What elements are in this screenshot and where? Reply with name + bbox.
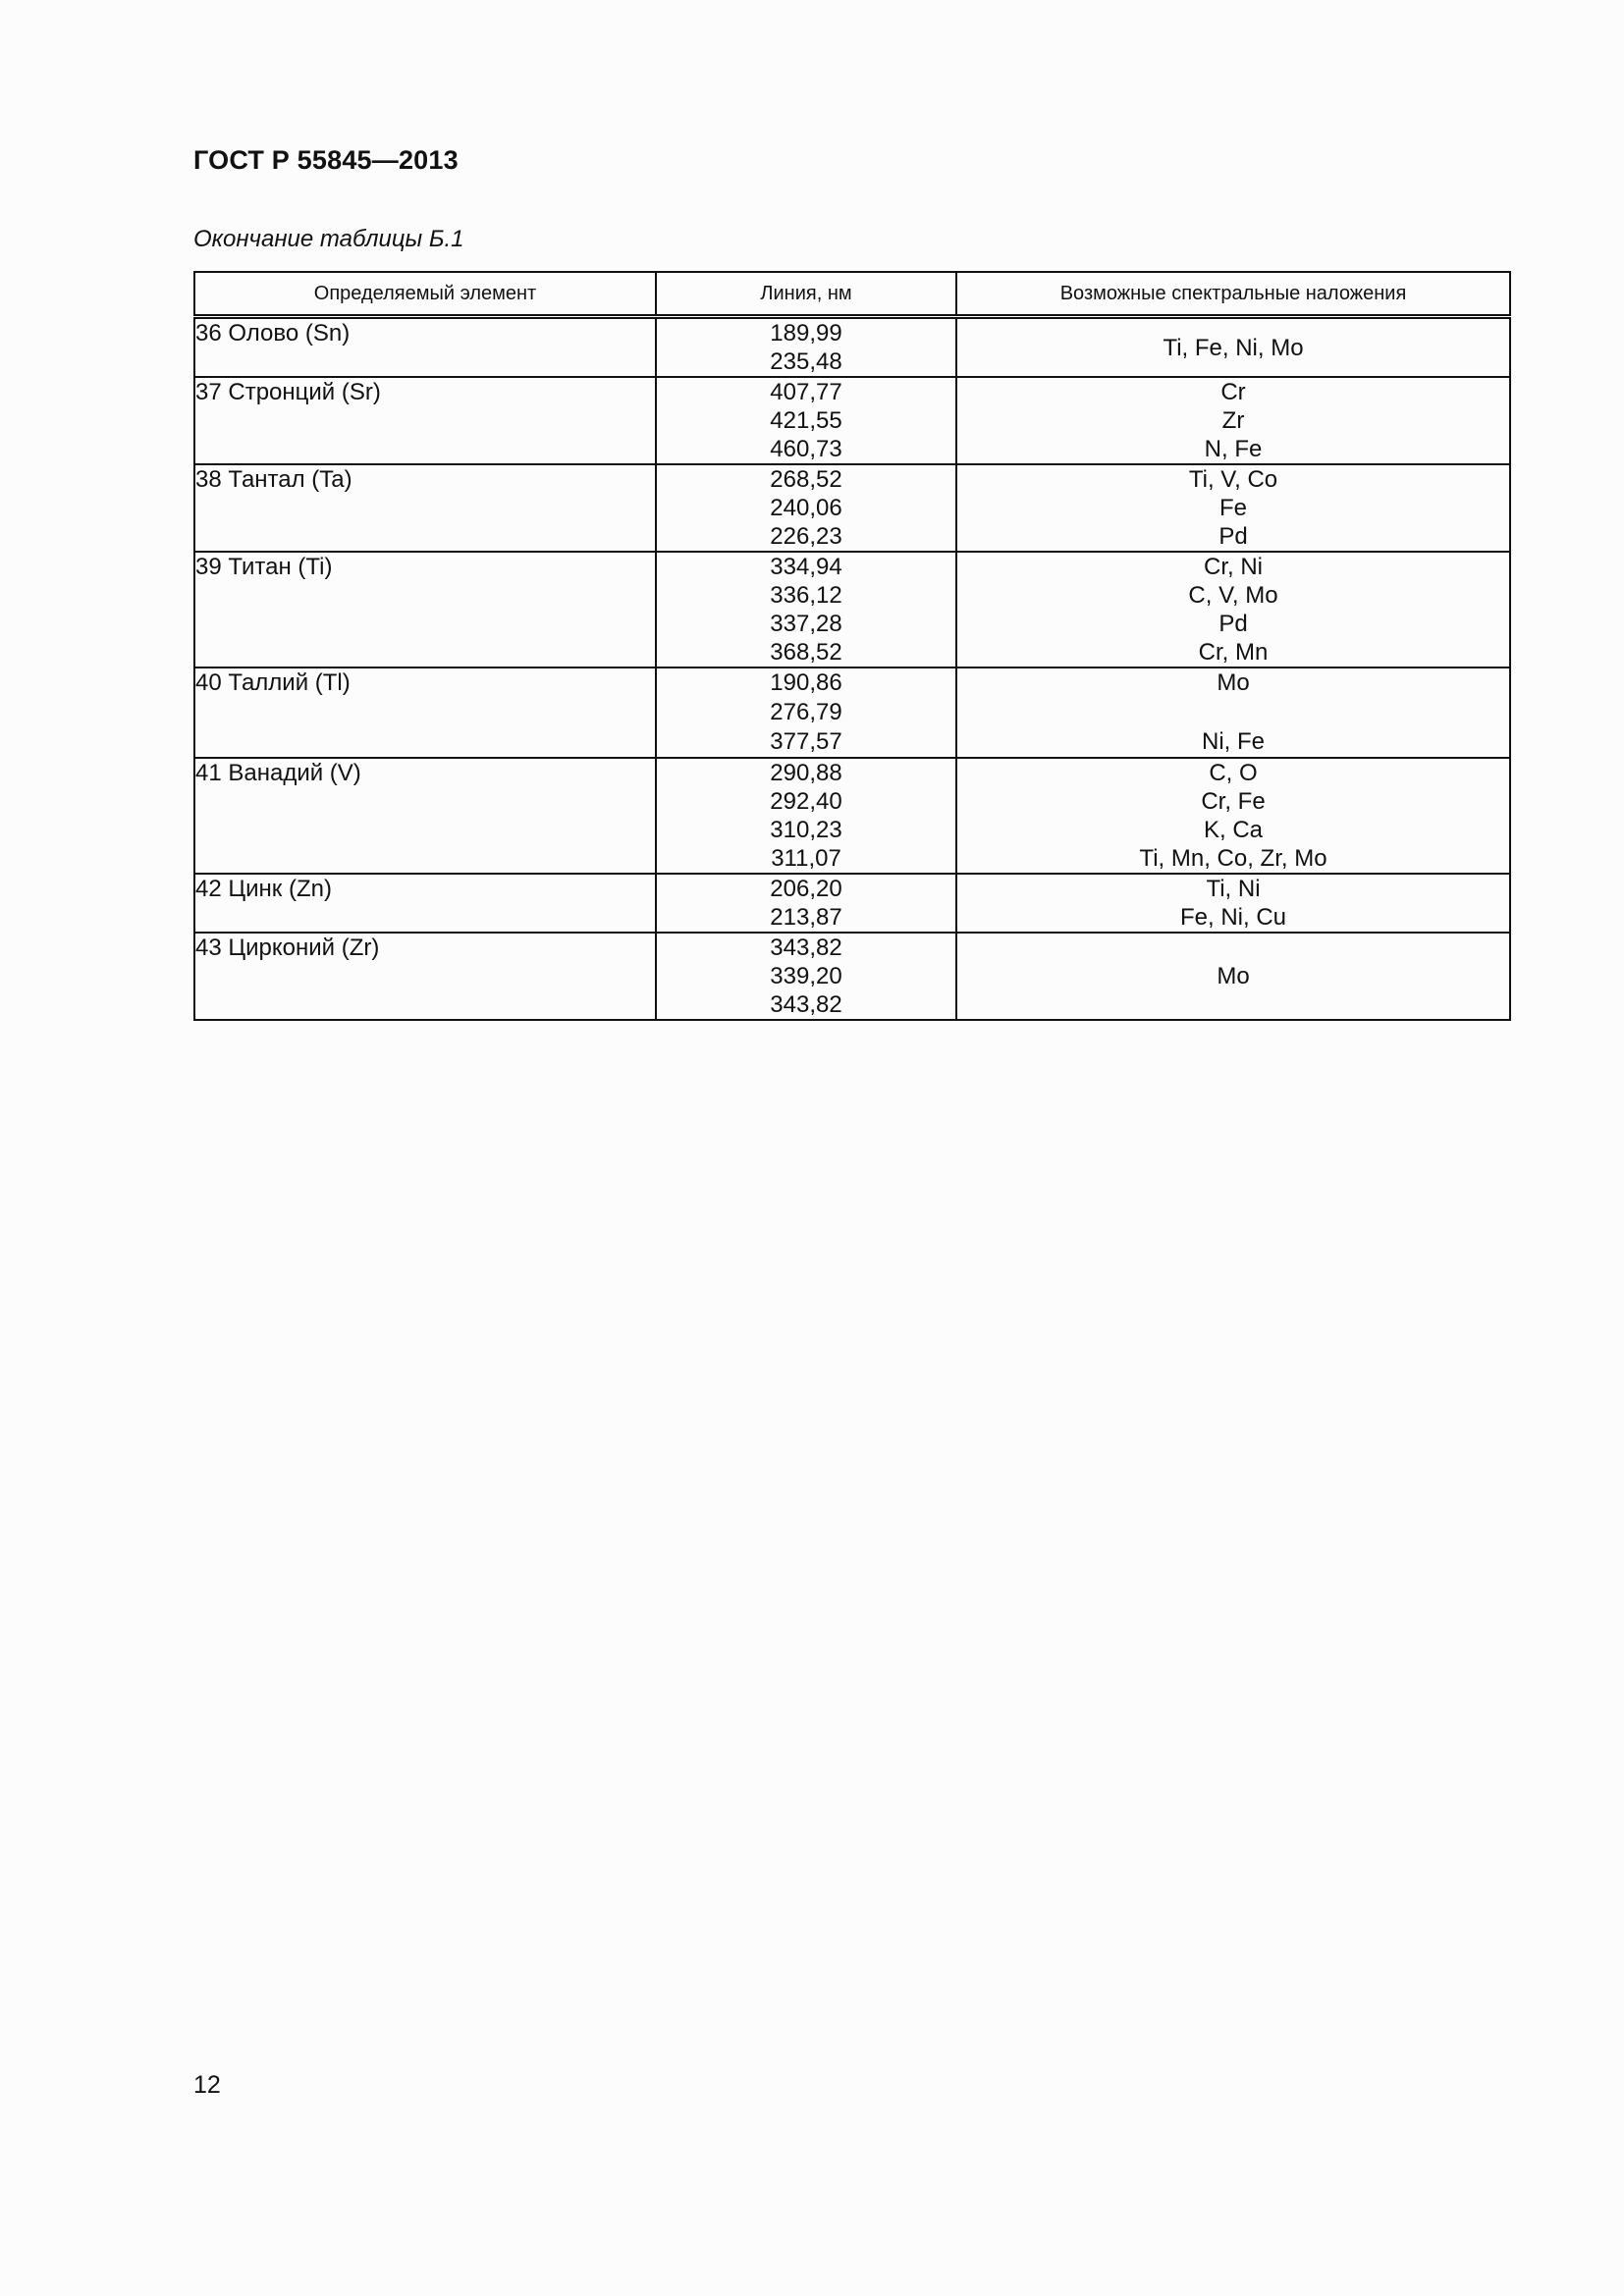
table-header-row — [194, 272, 1510, 317]
line-value: 460,73 — [770, 436, 842, 462]
overlap-value: Cr, Ni — [1204, 554, 1263, 580]
document-header: ГОСТ Р 55845—2013 — [193, 145, 459, 175]
overlap-value: C, V, Mo — [1188, 582, 1278, 609]
overlap-value: C, O — [1209, 760, 1258, 786]
line-value: 343,82 — [770, 991, 842, 1018]
element-cell: 38 Тантал (Ta) — [194, 464, 656, 552]
line-value: 189,99 — [770, 320, 842, 347]
table-row — [194, 464, 1510, 552]
line-value: 334,94 — [770, 554, 842, 580]
table-row — [194, 317, 1510, 378]
line-cell — [656, 464, 956, 552]
line-value: 339,20 — [770, 963, 842, 989]
table-row — [194, 758, 1510, 874]
line-value: 292,40 — [770, 788, 842, 815]
overlap-value: K, Ca — [1203, 817, 1264, 843]
overlap-value: Pd — [1218, 523, 1248, 550]
overlap-cell — [956, 667, 1510, 758]
table-row — [194, 552, 1510, 667]
table-row — [194, 667, 1510, 758]
line-cell — [656, 874, 956, 933]
element-cell: 39 Титан (Ti) — [194, 552, 656, 667]
line-value: 407,77 — [770, 379, 842, 405]
line-value: 368,52 — [770, 639, 842, 666]
overlap-value: Ti, Mn, Co, Zr, Mo — [1139, 845, 1327, 872]
element-cell: 41 Ванадий (V) — [194, 758, 656, 874]
overlap-value: Cr — [1220, 379, 1246, 405]
overlap-value: Fe, Ni, Cu — [1179, 904, 1287, 931]
overlap-value: Ti, Fe, Ni, Mo — [1163, 334, 1304, 361]
line-value: 290,88 — [770, 760, 842, 786]
overlap-cell — [956, 552, 1510, 667]
table-row — [194, 933, 1510, 1020]
element-cell: 36 Олово (Sn) — [194, 317, 656, 378]
line-value: 336,12 — [770, 582, 842, 609]
line-cell — [656, 317, 956, 378]
overlap-value: Ni, Fe — [1201, 728, 1265, 755]
line-cell — [656, 552, 956, 667]
line-value: 377,57 — [770, 728, 842, 755]
overlap-cell — [956, 464, 1510, 552]
column-header-element: Определяемый элемент — [194, 272, 656, 317]
line-value: 206,20 — [770, 876, 842, 902]
line-value: 240,06 — [770, 495, 842, 521]
overlap-value: Zr — [1221, 407, 1245, 434]
element-cell: 37 Стронций (Sr) — [194, 377, 656, 464]
line-value: 343,82 — [770, 934, 842, 961]
overlap-value: Ti, V, Co — [1188, 466, 1278, 493]
overlap-value: N, Fe — [1204, 436, 1263, 462]
overlap-cell — [956, 758, 1510, 874]
line-value: 190,86 — [770, 669, 842, 696]
overlap-value — [957, 698, 1509, 727]
overlap-value: Mo — [1217, 963, 1250, 989]
column-header-overlaps: Возможные спектральные наложения — [956, 272, 1510, 317]
line-cell — [656, 933, 956, 1020]
overlap-cell — [956, 874, 1510, 933]
line-value: 213,87 — [770, 904, 842, 931]
overlap-cell — [956, 377, 1510, 464]
line-value: 226,23 — [770, 523, 842, 550]
element-cell: 40 Таллий (Tl) — [194, 667, 656, 758]
line-cell — [656, 377, 956, 464]
line-cell — [656, 758, 956, 874]
line-cell — [656, 667, 956, 758]
element-cell: 43 Цирконий (Zr) — [194, 933, 656, 1020]
overlap-cell — [956, 317, 1510, 378]
page-number: 12 — [193, 2071, 221, 2099]
line-value: 310,23 — [770, 817, 842, 843]
line-value: 337,28 — [770, 611, 842, 637]
overlap-value: Cr, Mn — [1198, 639, 1269, 666]
line-value: 311,07 — [771, 845, 841, 872]
line-value: 235,48 — [770, 348, 842, 375]
element-cell: 42 Цинк (Zn) — [194, 874, 656, 933]
table-row — [194, 874, 1510, 933]
overlap-value: Mo — [1217, 669, 1250, 696]
table-row — [194, 377, 1510, 464]
overlap-value: Cr, Fe — [1201, 788, 1266, 815]
spectral-table — [193, 271, 1511, 1021]
column-header-line: Линия, нм — [656, 272, 956, 317]
line-value: 421,55 — [770, 407, 842, 434]
overlap-value: Pd — [1218, 611, 1248, 637]
overlap-value: Fe — [1218, 495, 1247, 521]
overlap-cell — [956, 933, 1510, 1020]
overlap-value: Ti, Ni — [1206, 876, 1261, 902]
line-value: 268,52 — [770, 466, 842, 493]
line-value: 276,79 — [770, 699, 842, 725]
table-caption: Окончание таблицы Б.1 — [193, 226, 464, 252]
